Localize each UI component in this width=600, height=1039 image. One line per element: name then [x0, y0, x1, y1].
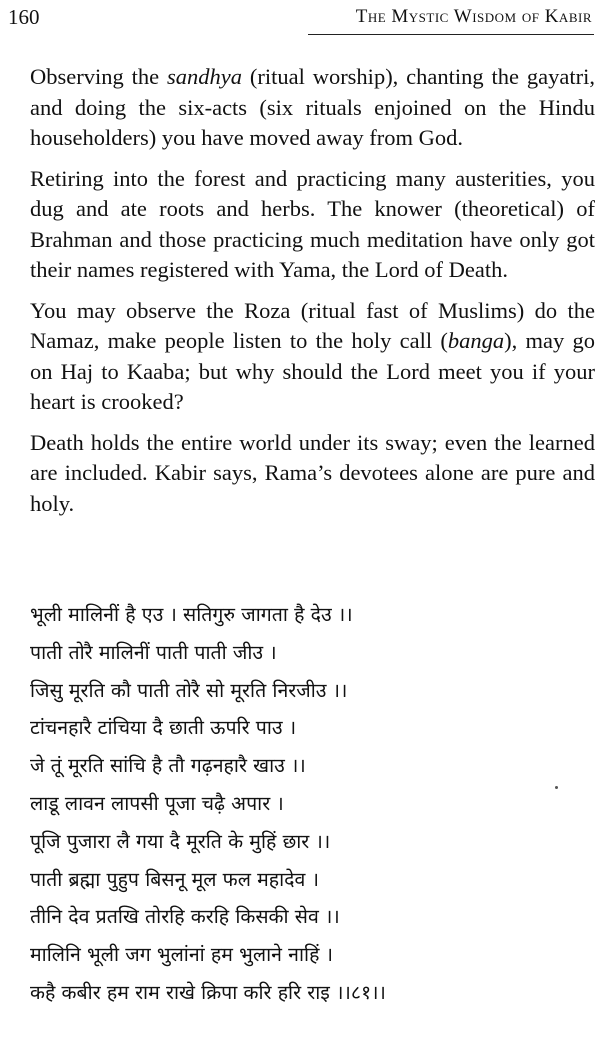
running-head: The Mystic Wisdom of Kabir: [355, 6, 592, 27]
header-rule: [308, 34, 594, 35]
page-header: [0, 0, 600, 40]
devanagari-verses: [30, 596, 590, 1012]
prose-paragraph: Observing the sandhya (ritual worship), chanting the gayatri, and doing the six-acts (six rituals enjoined on the Hindu householders) you have moved away from God.: [30, 64, 595, 150]
stray-mark: [555, 786, 558, 789]
verse-line: तीनि देव प्रतखि तोरहि करहि किसकी सेव ।।: [30, 905, 340, 929]
prose-paragraph: Death holds the entire world under its sway; even the learned are included. Kabir says, Rama’s devotees alone are pure and holy.: [30, 429, 595, 516]
page-number: 160: [8, 5, 40, 29]
verse-line: पूजि पुजारा लै गया दै मूरति के मुहिं छार ।।: [30, 829, 331, 853]
verse-line: लाडू लावन लापसी पूजा चढ़ै अपार ।: [30, 791, 284, 815]
verse-line: पाती तोरै मालिनीं पाती पाती जीउ ।: [30, 640, 277, 664]
verse-line: भूली मालिनीं है एउ । सतिगुरु जागता है देउ ।।: [30, 603, 353, 626]
verse-line: जिसु मूरति कौ पाती तोरै सो मूरति निरजीउ ।।: [30, 678, 348, 702]
prose-paragraph: You may observe the Roza (ritual fast of Muslims) do the Namaz, make people listen to the holy call (banga), may go on Haj to Kaaba; but why should the Lord meet you if your heart is crooked?: [30, 297, 595, 414]
verse-line: पाती ब्रह्मा पुहुप बिसनू मूल फल महादेव ।: [30, 867, 319, 891]
verse-line: जे तूं मूरति सांचि है तौ गढ़नहारै खाउ ।।: [30, 754, 306, 778]
verse-line: कहै कबीर हम राम राखे क्रिपा करि हरि राइ ।।८१।।: [30, 980, 386, 1004]
prose-section: [30, 62, 595, 529]
verse-line: मालिनि भूली जग भुलांनां हम भुलाने नाहिं ।: [30, 943, 334, 967]
prose-paragraph: Retiring into the forest and practicing many austerities, you dug and ate roots and herbs. The knower (theoretical) of Brahman and those practicing much meditation have only got their names registered with Yama, the Lord of Death.: [30, 165, 595, 282]
verse-line: टांचनहारै टांचिया दै छाती ऊपरि पाउ ।: [30, 716, 297, 740]
